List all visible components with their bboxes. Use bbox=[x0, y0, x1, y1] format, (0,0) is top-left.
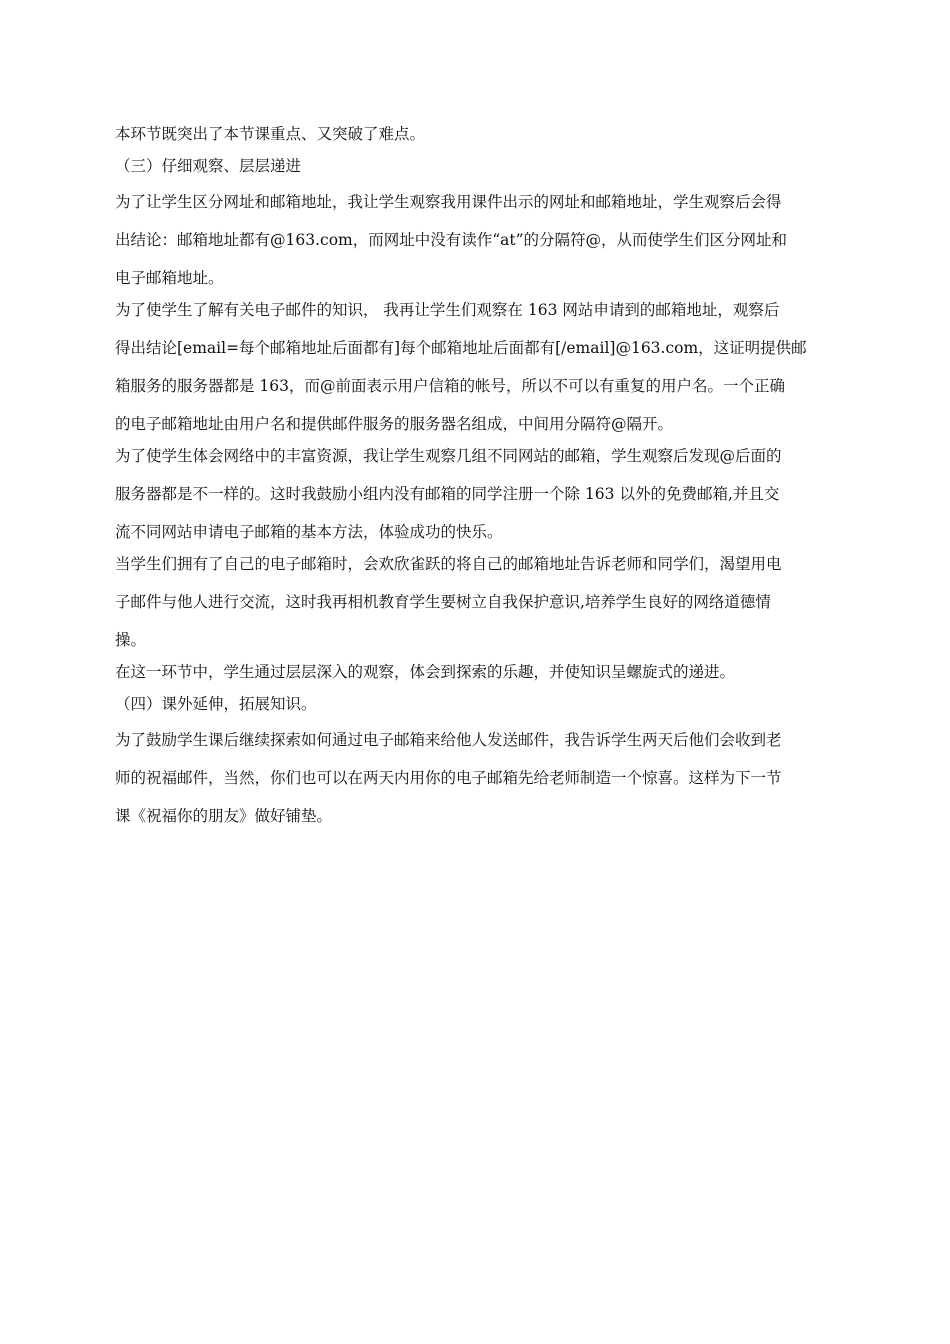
paragraph-line: 操。 bbox=[115, 631, 147, 649]
paragraph-line: 为了让学生区分网址和邮箱地址，我让学生观察我用课件出示的网址和邮箱地址，学生观察后会得 bbox=[115, 193, 782, 211]
paragraph-line: 箱服务的服务器都是 163，而@前面表示用户信箱的帐号，所以不可以有重复的用户名。一个正确 bbox=[115, 377, 786, 395]
paragraph-line: 本环节既突出了本节课重点、又突破了难点。 bbox=[115, 125, 426, 143]
section-heading-4: （四）课外延伸，拓展知识。 bbox=[115, 695, 317, 713]
paragraph-line: 子邮件与他人进行交流，这时我再相机教育学生要树立自我保护意识,培养学生良好的网络道德情 bbox=[115, 593, 771, 611]
paragraph-line: 出结论：邮箱地址都有@163.com，而网址中没有读作“at”的分隔符@，从而使学生们区分网址和 bbox=[115, 231, 788, 249]
document-body bbox=[115, 124, 837, 826]
paragraph-line: 师的祝福邮件，当然，你们也可以在两天内用你的电子邮箱先给老师制造一个惊喜。这样为下一节 bbox=[115, 769, 782, 787]
paragraph-line: 为了鼓励学生课后继续探索如何通过电子邮箱来给他人发送邮件，我告诉学生两天后他们会收到老 bbox=[115, 731, 782, 749]
section-heading-3: （三）仔细观察、层层递进 bbox=[115, 157, 302, 175]
paragraph-line: 为了使学生了解有关电子邮件的知识， 我再让学生们观察在 163 网站申请到的邮箱地址，观察后 bbox=[115, 301, 780, 319]
paragraph-line: 得出结论[email=每个邮箱地址后面都有]每个邮箱地址后面都有[/email]@163.com，这证明提供邮 bbox=[115, 339, 807, 357]
paragraph-line: 在这一环节中，学生通过层层深入的观察，体会到探索的乐趣，并使知识呈螺旋式的递进。 bbox=[115, 663, 736, 681]
paragraph-line: 电子邮箱地址。 bbox=[115, 269, 224, 287]
paragraph-line: 为了使学生体会网络中的丰富资源，我让学生观察几组不同网站的邮箱，学生观察后发现@后面的 bbox=[115, 447, 782, 465]
paragraph-line: 的电子邮箱地址由用户名和提供邮件服务的服务器名组成，中间用分隔符@隔开。 bbox=[115, 415, 674, 433]
paragraph-line: 当学生们拥有了自己的电子邮箱时，会欢欣雀跃的将自己的邮箱地址告诉老师和同学们，渴望用电 bbox=[115, 555, 782, 573]
paragraph-line: 服务器都是不一样的。这时我鼓励小组内没有邮箱的同学注册一个除 163 以外的免费邮箱,并且交 bbox=[115, 485, 780, 503]
paragraph-line: 课《祝福你的朋友》做好铺垫。 bbox=[115, 807, 333, 825]
paragraph-line: 流不同网站申请电子邮箱的基本方法，体验成功的快乐。 bbox=[115, 523, 503, 541]
